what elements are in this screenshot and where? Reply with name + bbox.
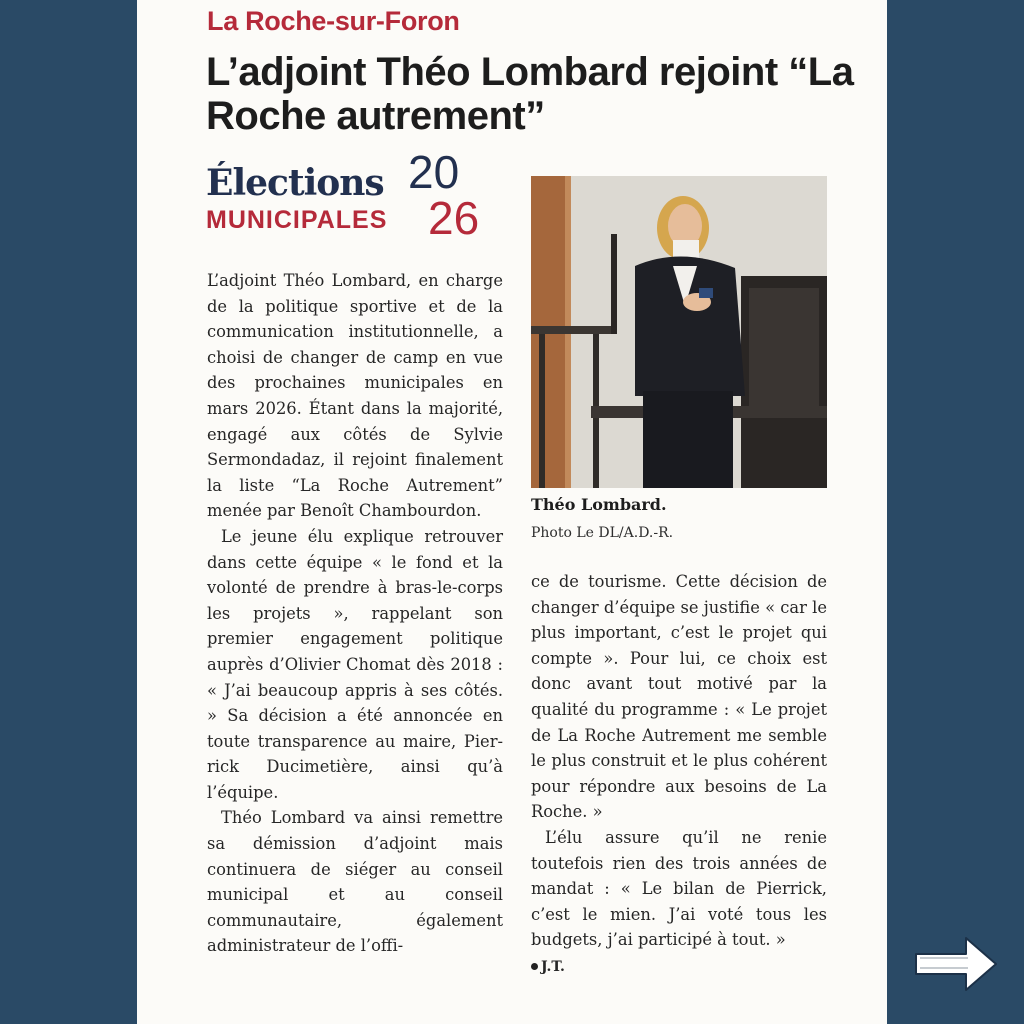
author-signature	[531, 955, 827, 981]
photo-caption: Théo Lombard.	[531, 495, 667, 514]
author-initials: J.T.	[541, 958, 565, 975]
article-kicker: La Roche-sur-Foron	[207, 6, 460, 36]
logo-word-elections: Élections	[206, 162, 384, 204]
portrait-photo	[531, 176, 827, 488]
elections-logo	[206, 152, 506, 242]
article-column-2	[531, 569, 827, 981]
article-paragraph: L’élu assure qu’il ne renie toutefois rien des trois années de mandat : « Le bilan de Pierrick, c’est le mien. J’ai voté tous les budgets, j’ai participé à tout. »	[531, 827, 827, 950]
article-paragraph: L’adjoint Théo Lombard, en charge de la politique sportive et de la communication institutionnelle, a choisi de changer de camp en vue des prochaines municipales en mars 2026. Étant dans la majorité, engagé aux côtés de Sylvie Sermondadaz, il rejoint finalement la liste “La Roche Autrement” menée par Benoît Chambourdon.	[207, 271, 503, 521]
photo-credit: Photo Le DL/A.D.-R.	[531, 525, 674, 541]
newspaper-clipping	[137, 0, 887, 1024]
logo-year-graphic	[406, 152, 506, 242]
logo-word-municipales: MUNICIPALES	[206, 206, 388, 234]
logo-year-top: 20	[408, 152, 460, 198]
article-paragraph-continuation: ce de tourisme. Cette décision de changer d’équipe se justifie « car le plus important, c’est le projet qui compte ». Pour lui, ce choix est donc avant tout motivé par la qualité du programme : « Le projet de La Roche Autrement me semble le plus construit et le plus cohérent pour répondre aux besoins de La Roche. »	[531, 572, 827, 822]
article-paragraph: Le jeune élu explique retrouver dans cette équipe « le fond et la volonté de prendre à bras-le-corps les projets », rappelant son premier engagement politique auprès d’Olivier Chomat dès 2018 : « J’ai beaucoup appris à ses côtés. » Sa décision a été annoncée en toute transparence au maire, Pierrick Ducimetière, ainsi qu’à l’équipe.	[207, 526, 503, 802]
article-paragraph-continued: Théo Lombard va ainsi remettre sa démission d’adjoint mais continuera de siéger au conseil municipal et au conseil communautaire, également administrateur de l’offi-	[207, 808, 503, 956]
article-column-1	[207, 268, 503, 959]
logo-year-bottom: 26	[428, 192, 480, 242]
article-headline: L’adjoint Théo Lombard rejoint “La Roche autrement”	[206, 50, 854, 138]
right-arrow-icon[interactable]	[910, 930, 1002, 998]
bullet-icon	[531, 963, 538, 970]
